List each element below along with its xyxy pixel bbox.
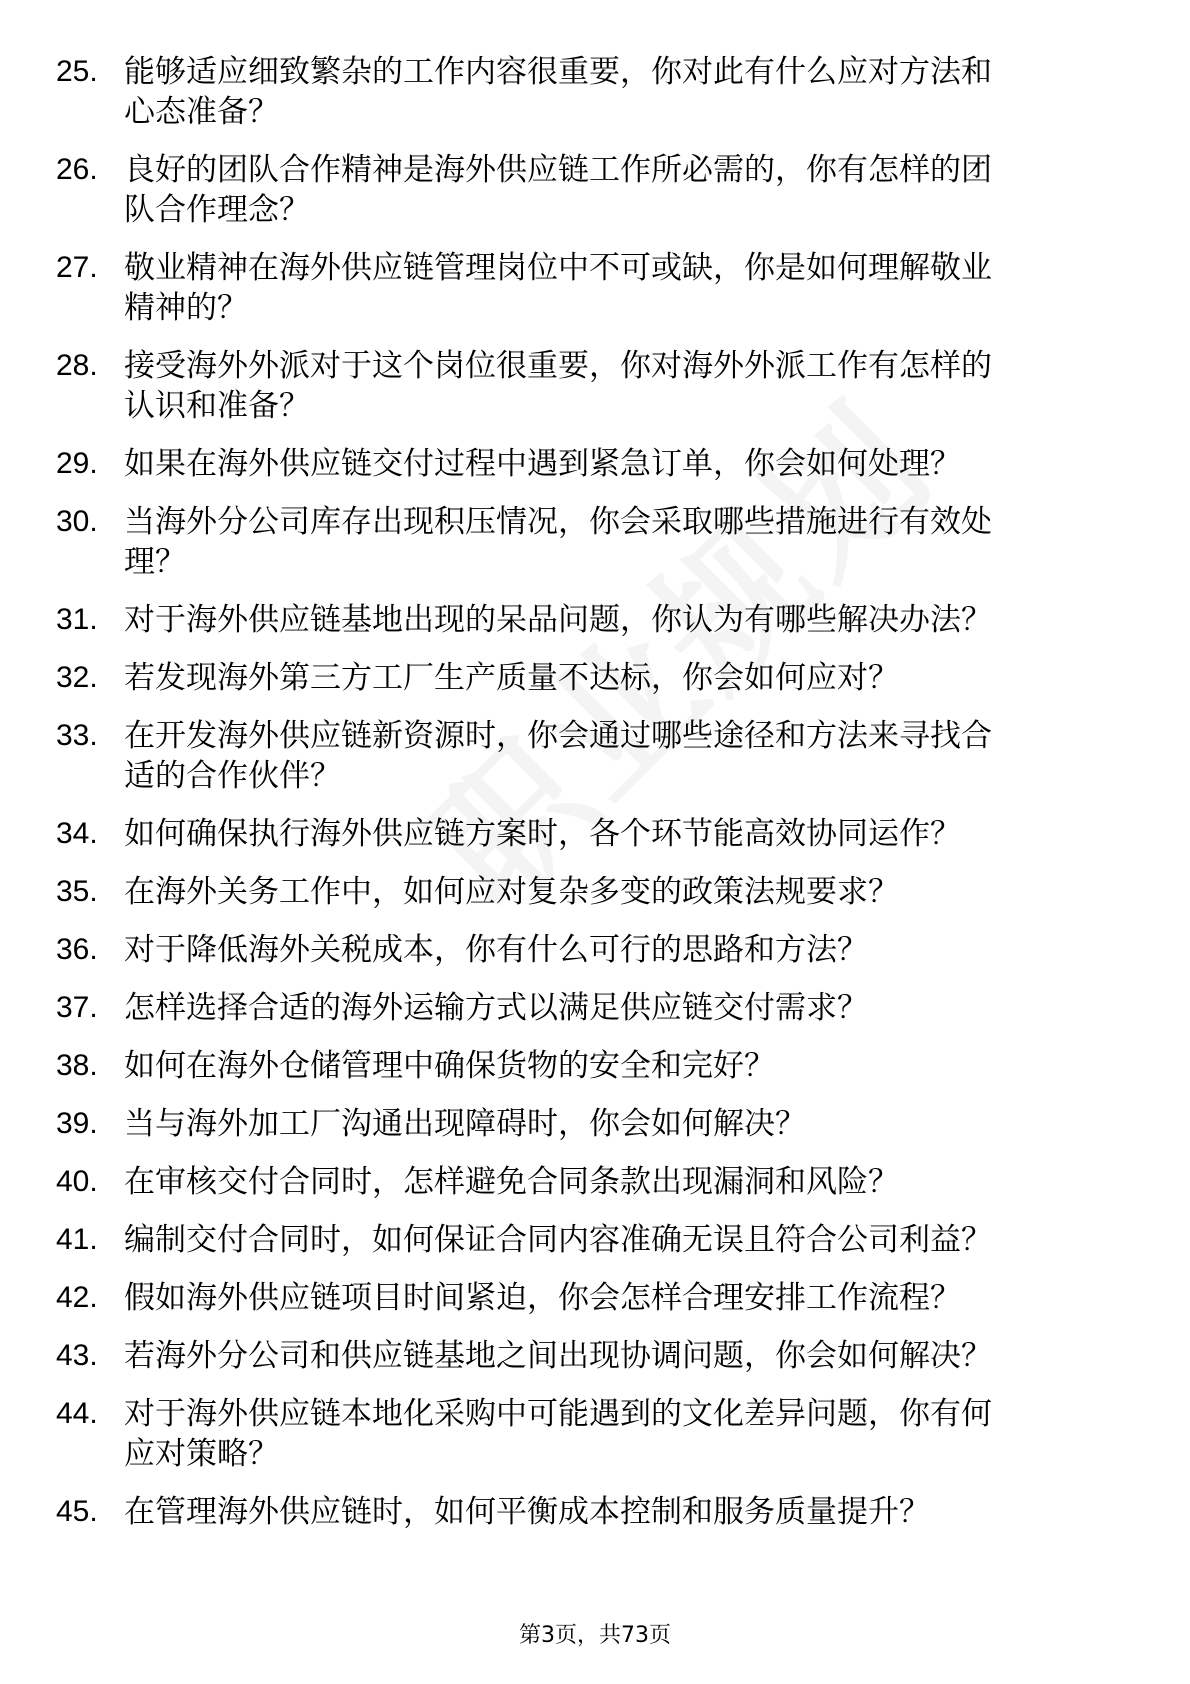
question-text [124, 1046, 1124, 1086]
question-text [124, 52, 1124, 132]
question-text-line: 适的合作伙伴？ [124, 758, 341, 794]
question-text [124, 1278, 1124, 1318]
question-number: 26. [56, 153, 98, 186]
question-text-line: 当海外分公司库存出现积压情况，你会采取哪些措施进行有效处 [124, 504, 992, 540]
question-text [124, 1220, 1124, 1260]
question-number: 31. [56, 603, 98, 636]
question-text-line: 对于降低海外关税成本，你有什么可行的思路和方法？ [124, 932, 868, 968]
question-text [124, 930, 1124, 970]
question-text-line: 在管理海外供应链时，如何平衡成本控制和服务质量提升？ [124, 1494, 930, 1530]
question-text-line: 在审核交付合同时，怎样避免合同条款出现漏洞和风险？ [124, 1164, 899, 1200]
question-number: 42. [56, 1281, 98, 1314]
question-text [124, 716, 1124, 796]
question-number: 38. [56, 1049, 98, 1082]
question-text-line: 如何在海外仓储管理中确保货物的安全和完好？ [124, 1048, 775, 1084]
question-text-line: 应对策略？ [124, 1436, 279, 1472]
question-text-line: 理？ [124, 544, 186, 580]
question-number: 27. [56, 251, 98, 284]
question-text-line: 编制交付合同时，如何保证合同内容准确无误且符合公司利益？ [124, 1222, 992, 1258]
question-text-line: 对于海外供应链基地出现的呆品问题，你认为有哪些解决办法？ [124, 602, 992, 638]
question-text [124, 1162, 1124, 1202]
question-text [124, 502, 1124, 582]
question-text-line: 能够适应细致繁杂的工作内容很重要，你对此有什么应对方法和 [124, 54, 992, 90]
question-number: 40. [56, 1165, 98, 1198]
page-indicator: 第3页，共73页 [519, 1623, 671, 1648]
question-number: 34. [56, 817, 98, 850]
question-number: 44. [56, 1397, 98, 1430]
question-number: 39. [56, 1107, 98, 1140]
question-text-line: 在开发海外供应链新资源时，你会通过哪些途径和方法来寻找合 [124, 718, 992, 754]
question-text-line: 敬业精神在海外供应链管理岗位中不可或缺，你是如何理解敬业 [124, 250, 992, 286]
question-text-line: 假如海外供应链项目时间紧迫，你会怎样合理安排工作流程？ [124, 1280, 961, 1316]
question-text [124, 988, 1124, 1028]
question-number: 33. [56, 719, 98, 752]
question-text-line: 在海外关务工作中，如何应对复杂多变的政策法规要求？ [124, 874, 899, 910]
question-number: 45. [56, 1495, 98, 1528]
question-number: 36. [56, 933, 98, 966]
question-text [124, 346, 1124, 426]
question-number: 32. [56, 661, 98, 694]
question-text-line: 心态准备？ [124, 94, 279, 130]
question-number: 30. [56, 505, 98, 538]
question-number: 43. [56, 1339, 98, 1372]
question-text [124, 1394, 1124, 1474]
question-text [124, 150, 1124, 230]
question-text-line: 如果在海外供应链交付过程中遇到紧急订单，你会如何处理？ [124, 446, 961, 482]
question-text-line: 如何确保执行海外供应链方案时，各个环节能高效协同运作？ [124, 816, 961, 852]
question-text [124, 1104, 1124, 1144]
question-text-line: 对于海外供应链本地化采购中可能遇到的文化差异问题，你有何 [124, 1396, 992, 1432]
question-text [124, 658, 1124, 698]
question-text [124, 872, 1124, 912]
question-text-line: 良好的团队合作精神是海外供应链工作所必需的，你有怎样的团 [124, 152, 992, 188]
question-text-line: 精神的？ [124, 290, 248, 326]
question-text [124, 248, 1124, 328]
question-number: 41. [56, 1223, 98, 1256]
question-text [124, 1492, 1124, 1532]
question-number: 25. [56, 55, 98, 88]
question-number: 29. [56, 447, 98, 480]
question-text [124, 814, 1124, 854]
question-number: 37. [56, 991, 98, 1024]
question-number: 35. [56, 875, 98, 908]
question-number: 28. [56, 349, 98, 382]
question-text-line: 怎样选择合适的海外运输方式以满足供应链交付需求？ [124, 990, 868, 1026]
question-text [124, 1336, 1124, 1376]
question-text-line: 若海外分公司和供应链基地之间出现协调问题，你会如何解决？ [124, 1338, 992, 1374]
question-text-line: 队合作理念？ [124, 192, 310, 228]
question-text-line: 接受海外外派对于这个岗位很重要，你对海外外派工作有怎样的 [124, 348, 992, 384]
question-text-line: 当与海外加工厂沟通出现障碍时，你会如何解决？ [124, 1106, 806, 1142]
question-text [124, 600, 1124, 640]
question-text-line: 若发现海外第三方工厂生产质量不达标，你会如何应对？ [124, 660, 899, 696]
question-text [124, 444, 1124, 484]
question-text-line: 认识和准备？ [124, 388, 310, 424]
watermark [375, 351, 969, 945]
